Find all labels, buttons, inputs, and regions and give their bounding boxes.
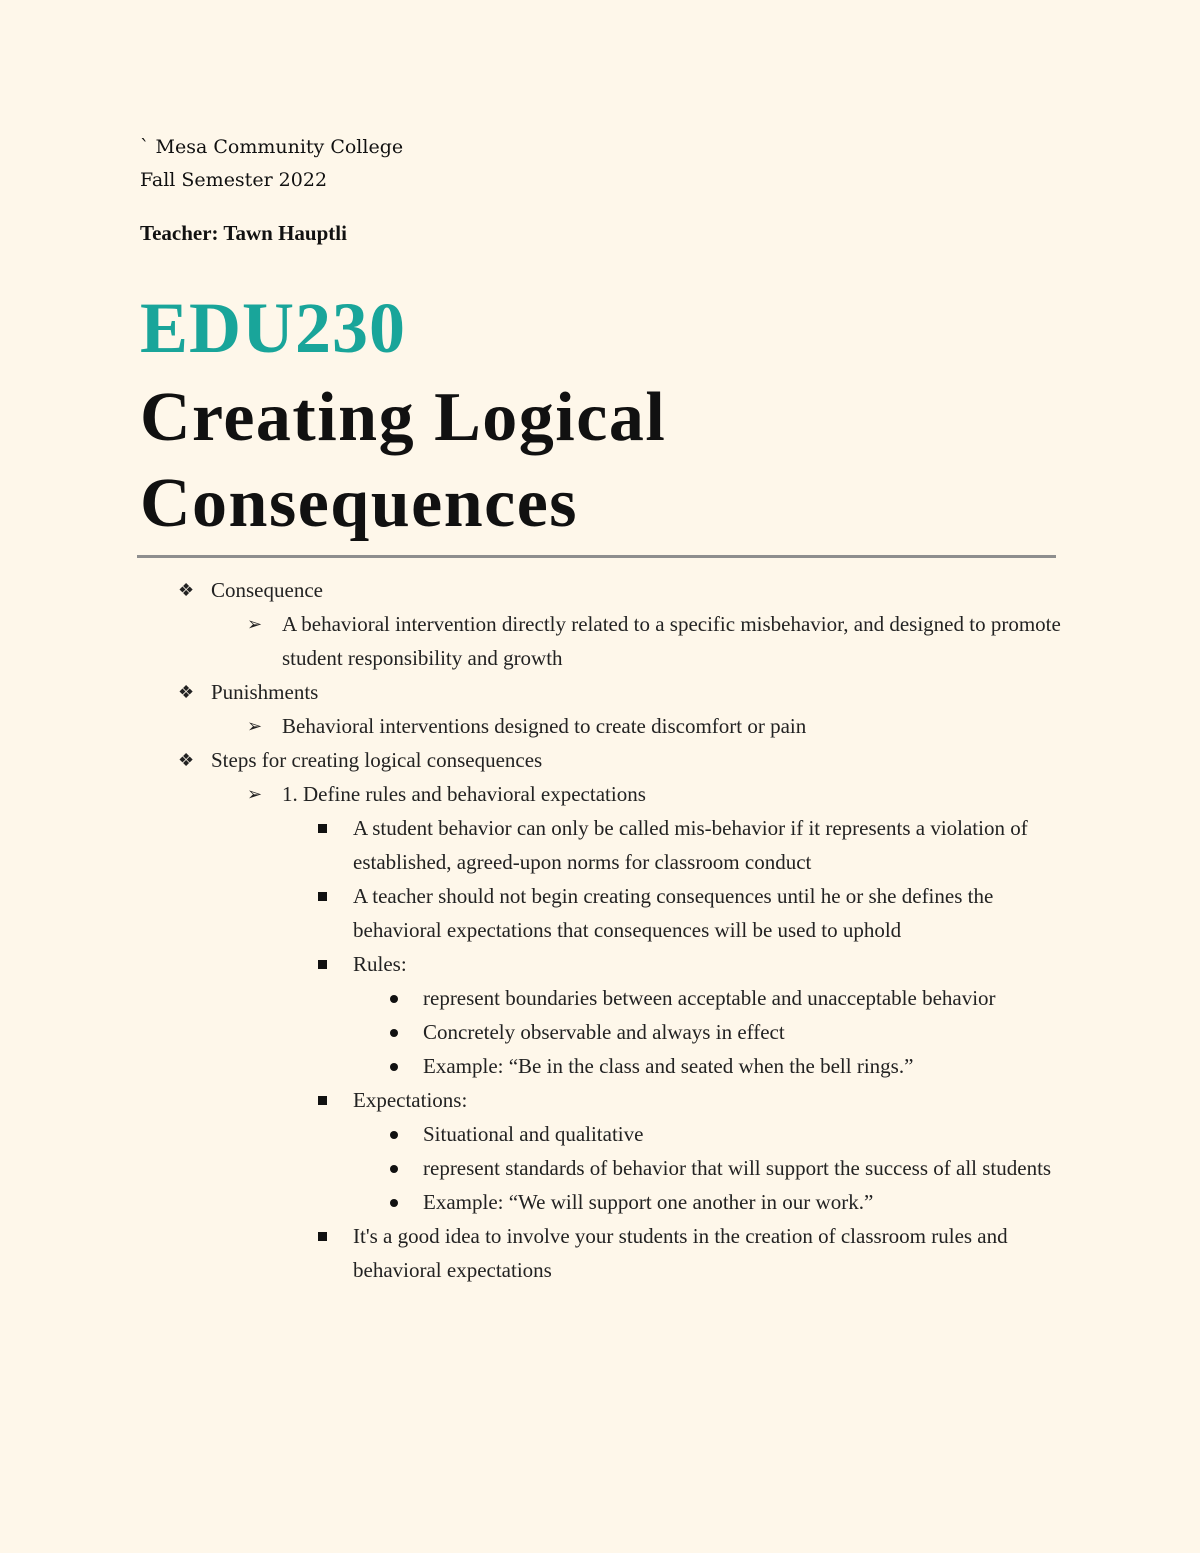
outline-item-level-4: [0, 1049, 1068, 1083]
outline-item-level-3: [0, 1083, 1065, 1117]
outline-item-level-2: [0, 709, 1062, 743]
outline-item-text: represent boundaries between acceptable and unacceptable behavior: [423, 986, 996, 1010]
page-title: Creating Logical Consequences: [140, 379, 667, 542]
outline-item-level-3: [0, 1219, 1065, 1287]
outline-item-level-4: [0, 1151, 1068, 1185]
outline-item-level-2: [0, 777, 1062, 811]
dot-bullet-icon: [390, 1199, 398, 1207]
outline-item-level-1: [0, 675, 1200, 709]
square-bullet-icon: [318, 824, 327, 833]
square-bullet-icon: [318, 1232, 327, 1241]
arrow-bullet-icon: ➢: [247, 784, 263, 804]
outline-item-text: A teacher should not begin creating consequences until he or she defines the behavioral expectations that consequences will be used to uphold: [353, 884, 994, 942]
teacher-name: Teacher: Tawn Hauptli: [140, 221, 347, 245]
semester-label: Fall Semester 2022: [140, 169, 328, 191]
outline-item-level-3: [0, 947, 1065, 981]
square-bullet-icon: [318, 892, 327, 901]
outline-item-level-1: [0, 573, 1200, 607]
outline-item-level-3: [0, 879, 1065, 947]
dot-bullet-icon: [390, 1165, 398, 1173]
outline-item-text: represent standards of behavior that will support the success of all students: [423, 1156, 1052, 1180]
diamond-bullet-icon: ❖: [178, 682, 195, 702]
outline-list: [0, 573, 1200, 1287]
outline-item-text: A behavioral intervention directly related to a specific misbehavior, and designed to promote student responsibility and growth: [282, 612, 1061, 670]
course-code: EDU230: [140, 288, 407, 368]
arrow-bullet-icon: ➢: [247, 614, 263, 634]
outline-item-text: Concretely observable and always in effect: [423, 1020, 785, 1044]
outline-item-level-1: [0, 743, 1200, 777]
dot-bullet-icon: [390, 995, 398, 1003]
outline-item-text: Situational and qualitative: [423, 1122, 644, 1146]
college-name: ` Mesa Community College: [140, 136, 404, 158]
outline-item-text: Consequence: [211, 578, 323, 602]
diamond-bullet-icon: ❖: [178, 580, 195, 600]
outline-item-text: Behavioral interventions designed to create discomfort or pain: [282, 714, 807, 738]
outline-item-level-2: [0, 607, 1062, 675]
dot-bullet-icon: [390, 1063, 398, 1071]
outline-item-text: Expectations:: [353, 1088, 468, 1112]
outline-item-text: Example: “Be in the class and seated when the bell rings.”: [423, 1054, 914, 1078]
outline-item-text: Example: “We will support one another in our work.”: [423, 1190, 874, 1214]
dot-bullet-icon: [390, 1029, 398, 1037]
outline-item-text: Rules:: [353, 952, 407, 976]
outline-item-text: It's a good idea to involve your students in the creation of classroom rules and behavioral expectations: [353, 1224, 1008, 1282]
outline-item-level-4: [0, 1117, 1068, 1151]
outline-item-level-4: [0, 1185, 1068, 1219]
diamond-bullet-icon: ❖: [178, 750, 195, 770]
outline-item-level-4: [0, 981, 1068, 1015]
square-bullet-icon: [318, 960, 327, 969]
arrow-bullet-icon: ➢: [247, 716, 263, 736]
divider: [137, 555, 1056, 558]
dot-bullet-icon: [390, 1131, 398, 1139]
outline-item-text: 1. Define rules and behavioral expectations: [282, 782, 646, 806]
outline-item-level-4: [0, 1015, 1068, 1049]
outline-item-text: A student behavior can only be called mis-behavior if it represents a violation of established, agreed-upon norms for classroom conduct: [353, 816, 1028, 874]
outline-item-text: Steps for creating logical consequences: [211, 748, 543, 772]
outline-item-text: Punishments: [211, 680, 319, 704]
outline-item-level-3: [0, 811, 1065, 879]
square-bullet-icon: [318, 1096, 327, 1105]
